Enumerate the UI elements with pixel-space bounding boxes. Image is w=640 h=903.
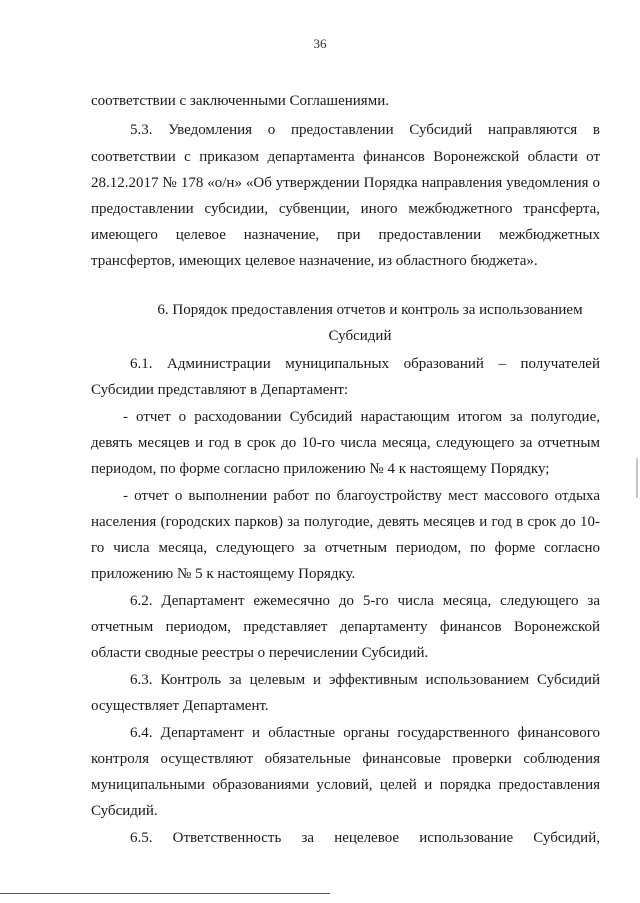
text-line: контроля осуществляют обязательные финансовые проверки соблюдения xyxy=(91,751,600,767)
text-line: периодом, по форме согласно приложению № 4 к настоящему Порядку; xyxy=(91,461,550,477)
text-line: области сводные реестры о перечислении Субсидий. xyxy=(91,645,429,661)
text-line: приложению № 5 к настоящему Порядку. xyxy=(91,566,356,582)
text-line: - отчет о расходовании Субсидий нарастающим итогом за полугодие, xyxy=(123,409,600,425)
text-line: Субсидии представляют в Департамент: xyxy=(91,382,349,398)
text-line: 5.3. Уведомления о предоставлении Субсидий направляются в xyxy=(130,122,600,138)
text-line: 6.2. Департамент ежемесячно до 5-го числа месяца, следующего за xyxy=(130,593,600,609)
section-heading: 6. Порядок предоставления отчетов и контроль за использованием xyxy=(157,302,583,318)
section-heading: Субсидий xyxy=(328,328,392,344)
text-line: го числа месяца, следующего за отчетным периодом, по форме согласно xyxy=(91,540,600,556)
text-line: населения (городских парков) за полугодие, девять месяцев и год в срок до 10- xyxy=(91,514,600,530)
text-line: соответствии с заключенными Соглашениями. xyxy=(91,93,389,109)
text-line: соответствии с приказом департамента финансов Воронежской области от xyxy=(91,149,600,165)
text-line: - отчет о выполнении работ по благоустройству мест массового отдыха xyxy=(123,488,600,504)
text-line: трансфертов, имеющих целевое назначение, из областного бюджета». xyxy=(91,253,538,269)
text-line: 6.5. Ответственность за нецелевое использование Субсидий, xyxy=(130,830,600,846)
text-line: имеющего целевое назначение, при предоставлении межбюджетных xyxy=(91,227,600,243)
text-line: 28.12.2017 № 178 «о/н» «Об утверждении Порядка направления уведомления о xyxy=(91,175,600,191)
text-line: отчетным периодом, представляет департаменту финансов Воронежской xyxy=(91,619,600,635)
text-line: 6.1. Администрации муниципальных образований – получателей xyxy=(130,356,600,372)
text-line: девять месяцев и год в срок до 10-го числа месяца, следующего за отчетным xyxy=(91,435,600,451)
scan-artifact xyxy=(636,458,638,498)
text-line: осуществляет Департамент. xyxy=(91,698,269,714)
text-line: 6.3. Контроль за целевым и эффективным использованием Субсидий xyxy=(130,672,600,688)
bottom-rule xyxy=(0,893,330,894)
text-line: Субсидий. xyxy=(91,803,158,819)
text-line: муниципальными образованиями условий, целей и порядка предоставления xyxy=(91,777,600,793)
page-number: 36 xyxy=(313,36,327,51)
text-line: предоставлении субсидии, субвенции, иного межбюджетного трансферта, xyxy=(91,201,600,217)
text-line: 6.4. Департамент и областные органы государственного финансового xyxy=(130,725,600,741)
